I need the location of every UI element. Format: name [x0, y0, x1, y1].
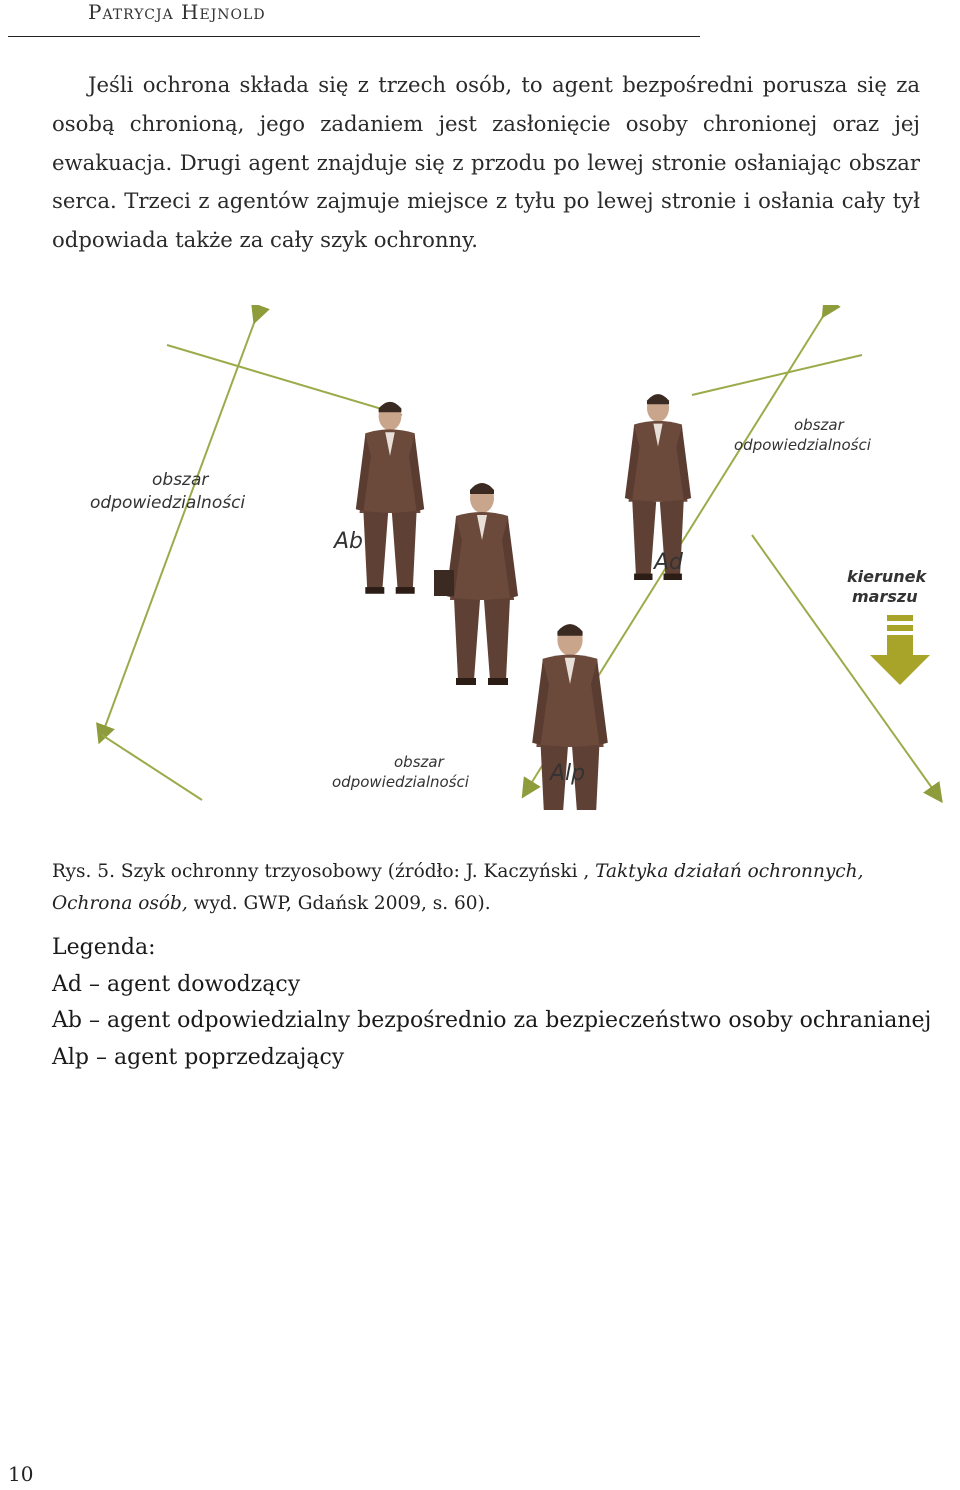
line-bottom-left — [102, 735, 202, 800]
zone-label-bottom-2: odpowiedzialności — [332, 773, 469, 791]
line-left-edge — [102, 315, 257, 735]
zone-label-bottom-1: obszar — [394, 753, 444, 771]
direction-label-1: kierunek — [847, 567, 927, 586]
zone-label-right-2: odpowiedzialności — [734, 436, 871, 454]
header-rule — [8, 36, 700, 37]
label-ad: Ad — [654, 550, 684, 575]
legend-item-ad: Ad – agent dowodzący — [52, 971, 301, 997]
legend-heading: Legenda: — [52, 935, 156, 960]
legend — [52, 930, 952, 1076]
caption-prefix: Rys. 5. Szyk ochronny trzyosobowy (źródło: J. Kaczyński , — [52, 861, 596, 882]
figure-caption — [52, 856, 932, 920]
zone-label-left-2: odpowiedzialności — [90, 493, 246, 513]
line-top-left — [167, 345, 402, 415]
zone-label-right-1: obszar — [794, 416, 844, 434]
formation-figure — [82, 305, 960, 810]
direction-arrow-icon — [870, 615, 930, 685]
legend-item-ab: Ab – agent odpowiedzialny bezpośrednio za bezpieczeństwo osoby ochranianej — [52, 1008, 932, 1033]
zone-label-left-1: obszar — [152, 470, 209, 490]
caption-suffix: wyd. GWP, Gdańsk 2009, s. 60). — [187, 893, 491, 914]
legend-item-alp: Alp – agent poprzedzający — [52, 1044, 345, 1070]
caption-title: Taktyka działań ochronnych, Ochrona osób, — [52, 861, 864, 914]
page-number: 10 — [8, 1462, 34, 1486]
label-alp: Alp — [550, 761, 586, 786]
direction-label-2: marszu — [852, 587, 918, 606]
briefcase-icon — [434, 570, 454, 596]
running-head: Patrycja Hejnold — [88, 0, 266, 24]
agent-ab-figure — [356, 402, 424, 594]
formation-diagram — [82, 305, 960, 810]
body-paragraph: Jeśli ochrona składa się z trzech osób, to agent bezpośredni porusza się za osobą chronioną, jego zadaniem jest zasłonięcie osoby chronionej oraz jej ewakuacja. Drugi agent znajduje się z przodu po lewej stronie osłaniając obszar serca. Trzeci z agentów zajmuje miejsce z tyłu po lewej stronie i osłania cały tył odpowiada także za cały szyk ochronny. — [52, 72, 920, 253]
label-ab: Ab — [334, 529, 364, 554]
protected-person-figure — [434, 483, 518, 685]
